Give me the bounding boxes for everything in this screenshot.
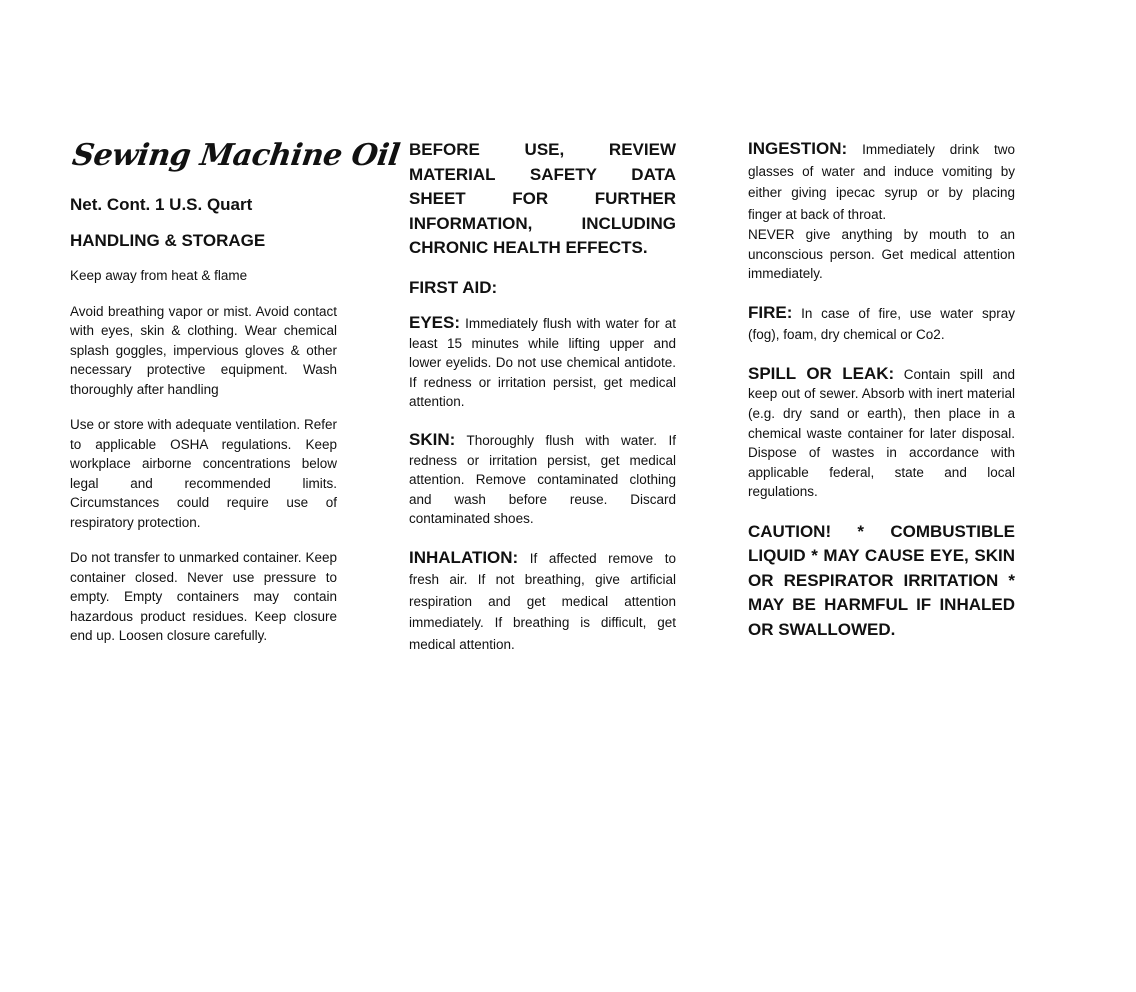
inhalation-label: INHALATION: (409, 547, 519, 567)
spill-section (748, 364, 1015, 502)
eyes-text: Immediately flush with water for at least 15 minutes while lifting upper and lower eyelids. Do not use chemical antidote. If redness or irritation persist, get medical attention. (409, 315, 676, 410)
inhalation-text: If affected remove to fresh air. If not breathing, give artificial respiration and get medical attention immediately. If breathing is difficult, get medical attention. (409, 550, 676, 652)
handling-paragraph-container: Do not transfer to unmarked container. Keep container closed. Never use pressure to empty. Empty containers may contain hazardous product residues. Keep closure end up. Loosen closure carefully. (70, 550, 337, 643)
handling-paragraph-ventilation: Use or store with adequate ventilation. Refer to applicable OSHA regulations. Keep workplace airborne concentrations below legal and recommended limits. Circumstances could require use of respiratory protection. (70, 417, 337, 530)
eyes-section (409, 313, 676, 412)
caution-warning: CAUTION! * COMBUSTIBLE LIQUID * MAY CAUSE EYE, SKIN OR RESPIRATOR IRRITATION * MAY BE HARMFUL IF INHALED OR SWALLOWED. (748, 521, 1015, 639)
ingestion-text-b: NEVER give anything by mouth to an unconscious person. Get medical attention immediately. (748, 227, 1015, 282)
inhalation-section (409, 547, 676, 656)
fire-text: In case of fire, use water spray (fog), foam, dry chemical or Co2. (748, 305, 1015, 343)
product-title: Sewing Machine Oil (70, 138, 402, 173)
handling-paragraph-ppe: Avoid breathing vapor or mist. Avoid contact with eyes, skin & clothing. Wear chemical splash goggles, impervious gloves & other necessary protective equipment. Wash thoroughly after handling (70, 303, 337, 397)
eyes-label: EYES: (409, 312, 461, 332)
spill-text: Contain spill and keep out of sewer. Absorb with inert material (e.g. dry sand or earth), then place in a chemical waste container for later disposal. Dispose of wastes in accordance with applicable federal, state and local regulations. (748, 366, 1015, 500)
skin-text: Thoroughly flush with water. If redness or irritation persist, get medical attention. Remove contaminated clothing and wash before reuse. Discard contaminated shoes. (409, 432, 676, 527)
handling-paragraph-heat: Keep away from heat & flame (70, 268, 248, 283)
ingestion-section (748, 138, 1015, 225)
msds-review-notice: BEFORE USE, REVIEW MATERIAL SAFETY DATA SHEET FOR FURTHER INFORMATION, INCLUDING CHRONIC HEALTH EFFECTS. (409, 140, 676, 258)
column-ingestion-fire-spill (748, 138, 1015, 642)
ingestion-text-a: Immediately drink two glasses of water and induce vomiting by either giving ipecac syrup or by placing finger at back of throat. (748, 142, 1015, 222)
net-contents: Net. Cont. 1 U.S. Quart (70, 195, 253, 214)
first-aid-heading: FIRST AID: (409, 277, 498, 297)
column-first-aid (409, 138, 676, 673)
handling-storage-heading: HANDLING & STORAGE (70, 231, 266, 250)
spill-label: SPILL OR LEAK: (748, 363, 895, 383)
skin-label: SKIN: (409, 429, 456, 449)
fire-section (748, 302, 1015, 346)
fire-label: FIRE: (748, 302, 793, 322)
skin-section (409, 430, 676, 529)
ingestion-section-b (748, 225, 1015, 284)
ingestion-label: INGESTION: (748, 139, 848, 158)
column-handling-storage (70, 138, 402, 662)
